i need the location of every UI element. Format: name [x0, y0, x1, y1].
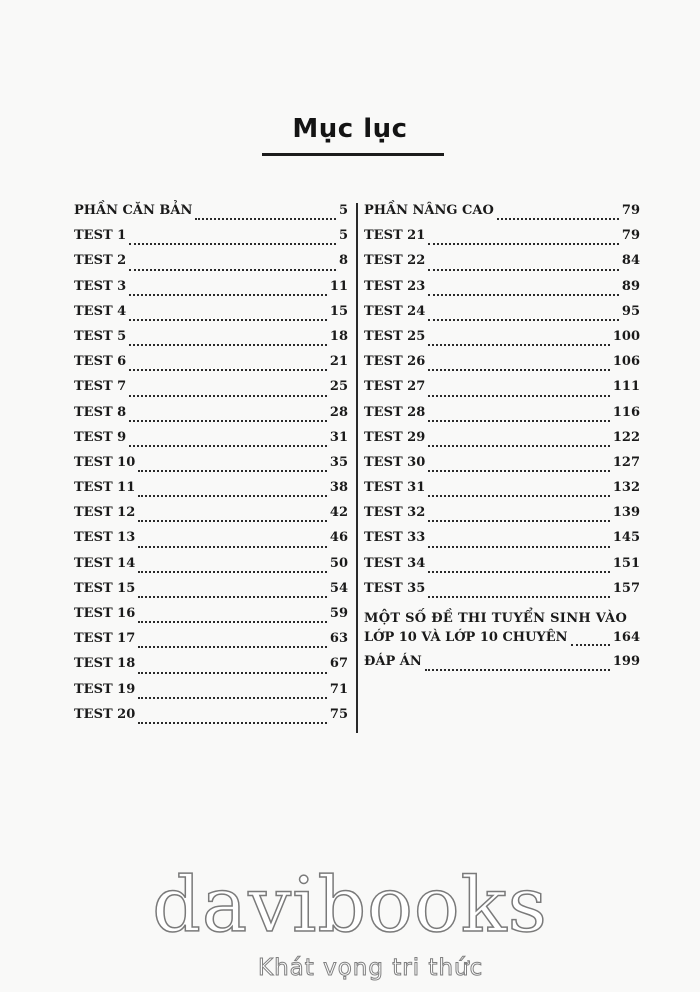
toc-entry-page: 31	[329, 429, 348, 445]
toc-entry-page: 8	[338, 253, 348, 269]
dot-leader	[428, 369, 610, 371]
toc-entry-page: 139	[612, 505, 640, 521]
dot-leader	[129, 344, 327, 346]
toc-entry-page: 21	[329, 354, 348, 370]
toc-right-column	[364, 203, 640, 679]
dot-leader	[428, 294, 619, 296]
dot-leader	[428, 243, 619, 245]
toc-entry	[364, 379, 640, 404]
toc-entry	[74, 253, 348, 278]
toc-entry-page: 199	[612, 654, 640, 669]
toc-entry	[74, 631, 348, 656]
toc-entry-page: 100	[612, 328, 640, 344]
toc-entry	[74, 581, 348, 606]
toc-entry-page: 54	[329, 580, 348, 596]
toc-entry	[364, 581, 640, 606]
toc-entry-label: TEST 29	[364, 429, 426, 445]
dot-leader	[138, 596, 327, 598]
toc-left-column	[74, 203, 348, 732]
toc-entry-label: MỘT SỐ ĐỀ THI TUYỂN SINH VÀO	[364, 611, 628, 626]
toc-entry-label: TEST 4	[74, 303, 127, 319]
dot-leader	[428, 596, 610, 598]
toc-entry-page: 122	[612, 429, 640, 445]
toc-entry-page: 145	[612, 530, 640, 546]
dot-leader	[428, 395, 610, 397]
toc-entry-line2	[364, 630, 640, 654]
toc-entry-label: PHẦN CĂN BẢN	[74, 203, 193, 218]
dot-leader	[129, 319, 327, 321]
toc-entry	[364, 329, 640, 354]
toc-entry-page: 75	[329, 706, 348, 722]
dot-leader	[428, 269, 619, 271]
toc-entry-page: 42	[329, 505, 348, 521]
toc-entry-label: TEST 5	[74, 328, 127, 344]
toc-entry-page: 63	[329, 631, 348, 647]
dot-leader	[129, 269, 336, 271]
dot-leader	[571, 644, 610, 646]
toc-entry-page: 84	[621, 253, 640, 269]
toc-entry	[74, 405, 348, 430]
toc-entry	[364, 556, 640, 581]
dot-leader	[138, 546, 327, 548]
toc-entry	[364, 354, 640, 379]
dot-leader	[138, 571, 327, 573]
toc-entry-page: 116	[612, 404, 640, 420]
dot-leader	[138, 470, 327, 472]
toc-entry-label: TEST 27	[364, 379, 426, 395]
toc-entry-label: TEST 6	[74, 354, 127, 370]
toc-entry-label: TEST 25	[364, 328, 426, 344]
toc-entry-page: 5	[338, 203, 348, 218]
dot-leader	[428, 344, 610, 346]
davibooks-logo: davibooks	[152, 860, 548, 949]
toc-entry-label: TEST 19	[74, 681, 136, 697]
toc-entry	[74, 707, 348, 732]
toc-entry-label: TEST 16	[74, 606, 136, 621]
toc-entry-label: TEST 17	[74, 631, 136, 647]
toc-entry-page: 106	[612, 354, 640, 370]
toc-entry-label: TEST 9	[74, 429, 127, 445]
toc-entry-page: 50	[329, 555, 348, 571]
toc-entry-label: TEST 24	[364, 303, 426, 319]
toc-entry	[364, 279, 640, 304]
toc-entry-page: 38	[329, 480, 348, 496]
dot-leader	[138, 722, 327, 724]
dot-leader	[129, 420, 327, 422]
toc-entry	[364, 253, 640, 278]
dot-leader	[129, 243, 336, 245]
toc-entry-label: TEST 21	[364, 228, 426, 244]
toc-entry-label: TEST 7	[74, 379, 127, 395]
column-divider	[356, 203, 358, 733]
toc-entry-label: TEST 20	[74, 706, 136, 722]
toc-entry-page: 157	[612, 580, 640, 596]
toc-entry-label: TEST 13	[74, 530, 136, 546]
toc-entry	[74, 304, 348, 329]
dot-leader	[138, 621, 327, 623]
toc-entry	[74, 656, 348, 681]
dot-leader	[129, 369, 327, 371]
dot-leader	[138, 520, 327, 522]
toc-entry-page: 111	[612, 379, 640, 395]
toc-entry-page: 164	[612, 630, 640, 645]
toc-entry-label: LỚP 10 VÀ LỚP 10 CHUYÊN	[364, 630, 568, 645]
page-title: Mục lục	[292, 114, 408, 144]
toc-entry-page: 5	[338, 228, 348, 244]
toc-entry-label: TEST 1	[74, 228, 127, 244]
dot-leader	[428, 470, 610, 472]
toc-entry-label: TEST 8	[74, 404, 127, 420]
toc-entry-label: TEST 18	[74, 656, 136, 672]
toc-entry-page: 132	[612, 480, 640, 496]
toc-entry	[74, 379, 348, 404]
toc-entry	[74, 354, 348, 379]
toc-entry-label: TEST 26	[364, 354, 426, 370]
toc-entry-entrance-exams	[364, 608, 640, 654]
toc-entry-label: TEST 28	[364, 404, 426, 420]
toc-entry	[74, 430, 348, 455]
toc-entry-label: ĐÁP ÁN	[364, 654, 422, 669]
toc-entry-label: TEST 3	[74, 278, 127, 294]
dot-leader	[428, 495, 610, 497]
toc-entry-answers	[364, 654, 640, 679]
toc-entry	[364, 505, 640, 530]
toc-entry	[74, 505, 348, 530]
toc-entry	[74, 556, 348, 581]
dot-leader	[129, 445, 327, 447]
toc-entry-label: TEST 32	[364, 505, 426, 521]
toc-entry-page: 95	[621, 303, 640, 319]
toc-entry	[364, 530, 640, 555]
dot-leader	[138, 646, 327, 648]
dot-leader	[428, 546, 610, 548]
toc-entry	[364, 480, 640, 505]
toc-entry-label: TEST 12	[74, 505, 136, 521]
dot-leader	[129, 294, 327, 296]
title-underline	[262, 153, 444, 156]
toc-entry	[364, 455, 640, 480]
toc-entry	[364, 304, 640, 329]
toc-entry-label: TEST 35	[364, 580, 426, 596]
toc-entry-page: 79	[621, 203, 640, 218]
toc-entry-page: 15	[329, 303, 348, 319]
dot-leader	[428, 571, 610, 573]
toc-entry	[74, 279, 348, 304]
toc-entry	[74, 228, 348, 253]
toc-entry-page: 46	[329, 530, 348, 546]
toc-entry-page: 18	[329, 328, 348, 344]
toc-entry-page: 151	[612, 555, 640, 571]
toc-entry-label: TEST 22	[364, 253, 426, 269]
toc-entry	[364, 228, 640, 253]
toc-entry-page: 25	[329, 379, 348, 395]
dot-leader	[428, 445, 610, 447]
toc-entry	[74, 329, 348, 354]
toc-entry-label: TEST 34	[364, 555, 426, 571]
toc-entry	[74, 480, 348, 505]
toc-entry	[74, 203, 348, 228]
tagline: Khát vọng tri thức	[258, 955, 484, 981]
toc-entry-page: 35	[329, 454, 348, 470]
dot-leader	[428, 319, 619, 321]
dot-leader	[138, 672, 327, 674]
toc-entry-label: PHẦN NÂNG CAO	[364, 203, 494, 218]
toc-entry-label: TEST 2	[74, 253, 127, 269]
toc-entry-label: TEST 14	[74, 555, 136, 571]
toc-entry-label: TEST 31	[364, 480, 426, 496]
toc-entry-page: 127	[612, 454, 640, 470]
toc-entry	[74, 455, 348, 480]
dot-leader	[195, 218, 336, 220]
toc-entry-page: 89	[621, 278, 640, 294]
toc-entry-page: 59	[329, 606, 348, 621]
toc-entry	[364, 203, 640, 228]
toc-entry-label: TEST 15	[74, 580, 136, 596]
toc-entry-page: 67	[329, 656, 348, 672]
dot-leader	[425, 669, 610, 671]
toc-entry-label: TEST 10	[74, 454, 136, 470]
dot-leader	[428, 420, 610, 422]
toc-entry-page: 71	[329, 681, 348, 697]
toc-entry	[74, 530, 348, 555]
dot-leader	[138, 697, 327, 699]
toc-entry-page: 11	[329, 278, 348, 294]
toc-entry	[74, 606, 348, 631]
dot-leader	[129, 395, 327, 397]
dot-leader	[138, 495, 327, 497]
toc-entry-label: TEST 11	[74, 480, 136, 496]
toc-entry-label: TEST 30	[364, 454, 426, 470]
toc-entry-label: TEST 33	[364, 530, 426, 546]
toc-entry-page: 79	[621, 228, 640, 244]
dot-leader	[428, 520, 610, 522]
toc-entry	[364, 430, 640, 455]
toc-entry-label: TEST 23	[364, 278, 426, 294]
toc-entry-page: 28	[329, 404, 348, 420]
dot-leader	[497, 218, 619, 220]
toc-entry	[74, 682, 348, 707]
toc-entry	[364, 405, 640, 430]
